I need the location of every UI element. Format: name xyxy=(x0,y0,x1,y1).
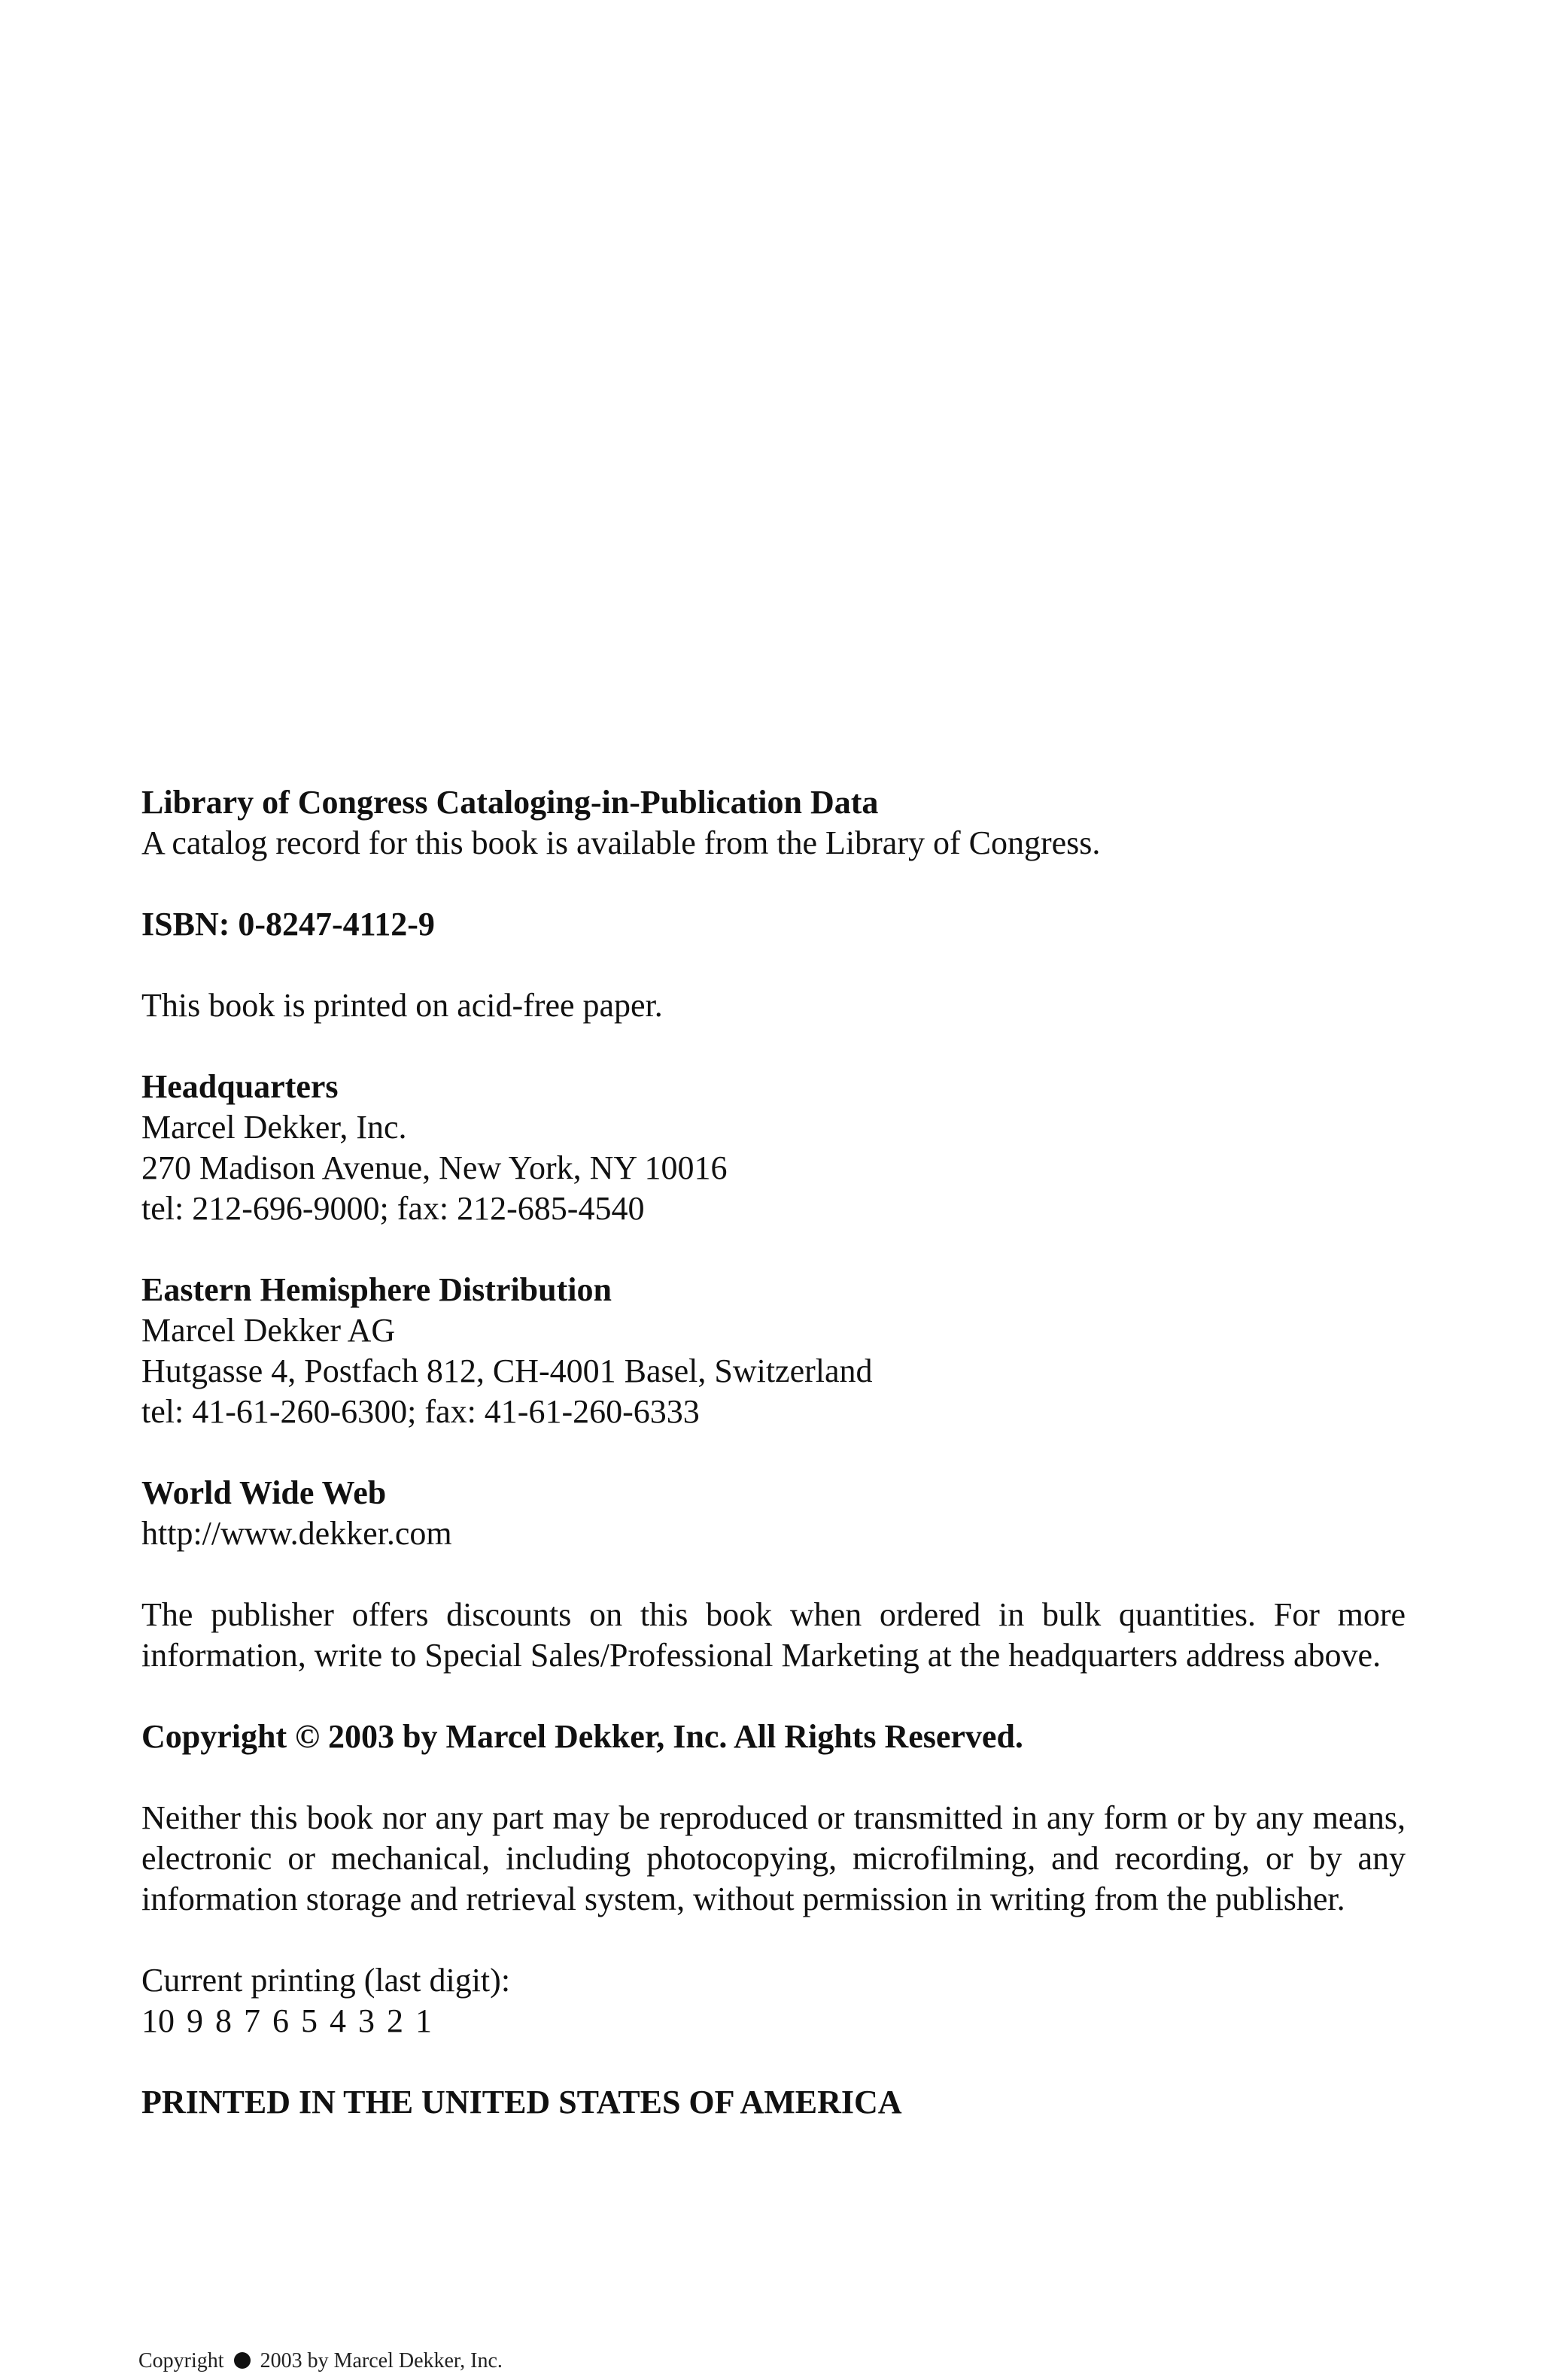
printing-digit: 8 xyxy=(215,2002,232,2039)
footer-suffix: 2003 by Marcel Dekker, Inc. xyxy=(260,2349,503,2372)
headquarters-phone: tel: 212-696-9000; fax: 212-685-4540 xyxy=(141,1190,645,1227)
headquarters-company: Marcel Dekker, Inc. xyxy=(141,1109,407,1146)
printing-digit: 4 xyxy=(330,2002,346,2039)
isbn-section xyxy=(141,904,1406,945)
printing-section xyxy=(141,1960,1406,2042)
printing-digit: 6 xyxy=(272,2002,289,2039)
eastern-address: Hutgasse 4, Postfach 812, CH-4001 Basel, Switzerland xyxy=(141,1352,873,1389)
acid-free-section xyxy=(141,985,1406,1026)
eastern-phone: tel: 41-61-260-6300; fax: 41-61-260-6333 xyxy=(141,1393,700,1430)
printing-label: Current printing (last digit): xyxy=(141,1962,511,1999)
printing-digit: 5 xyxy=(301,2002,318,2039)
bullet-icon xyxy=(234,2352,251,2369)
rights-section xyxy=(141,1798,1406,1920)
headquarters-address: 270 Madison Avenue, New York, NY 10016 xyxy=(141,1149,728,1186)
www-heading: World Wide Web xyxy=(141,1474,387,1511)
cip-heading: Library of Congress Cataloging-in-Publication Data xyxy=(141,784,879,821)
headquarters-section xyxy=(141,1067,1406,1229)
rights-text: Neither this book nor any part may be reproduced or transmitted in any form or by any means, electronic or mechanical, including photocopying, microfilming, and recording, or by any information storage and retrieval system, without permission in writing from the publisher. xyxy=(141,1799,1406,1917)
printed-in-section xyxy=(141,2082,1406,2123)
printing-digit: 2 xyxy=(387,2002,403,2039)
printing-digit: 7 xyxy=(244,2002,260,2039)
printing-digit: 10 xyxy=(141,2002,175,2039)
printing-digit: 3 xyxy=(358,2002,375,2039)
discounts-section xyxy=(141,1595,1406,1676)
discounts-text: The publisher offers discounts on this book when ordered in bulk quantities. For more information, write to Special Sales/Professional Marketing at the headquarters address above. xyxy=(141,1596,1406,1674)
printing-digit: 9 xyxy=(187,2002,203,2039)
isbn: ISBN: 0-8247-4112-9 xyxy=(141,906,435,943)
footer-prefix: Copyright xyxy=(138,2349,224,2372)
page-footer xyxy=(138,2348,503,2374)
copyright-page xyxy=(141,782,1406,2123)
www-url[interactable]: http://www.dekker.com xyxy=(141,1515,452,1552)
acid-free-note: This book is printed on acid-free paper. xyxy=(141,987,663,1024)
www-section xyxy=(141,1473,1406,1554)
eastern-company: Marcel Dekker AG xyxy=(141,1312,396,1349)
copyright-section xyxy=(141,1717,1406,1757)
printing-digit: 1 xyxy=(415,2002,432,2039)
cip-section xyxy=(141,782,1406,864)
printed-in: PRINTED IN THE UNITED STATES OF AMERICA xyxy=(141,2084,902,2120)
eastern-heading: Eastern Hemisphere Distribution xyxy=(141,1271,612,1308)
cip-text: A catalog record for this book is available from the Library of Congress. xyxy=(141,824,1101,861)
eastern-distribution-section xyxy=(141,1270,1406,1432)
copyright-notice: Copyright © 2003 by Marcel Dekker, Inc. All Rights Reserved. xyxy=(141,1718,1023,1755)
printing-digits xyxy=(141,2001,1406,2042)
headquarters-heading: Headquarters xyxy=(141,1068,339,1105)
